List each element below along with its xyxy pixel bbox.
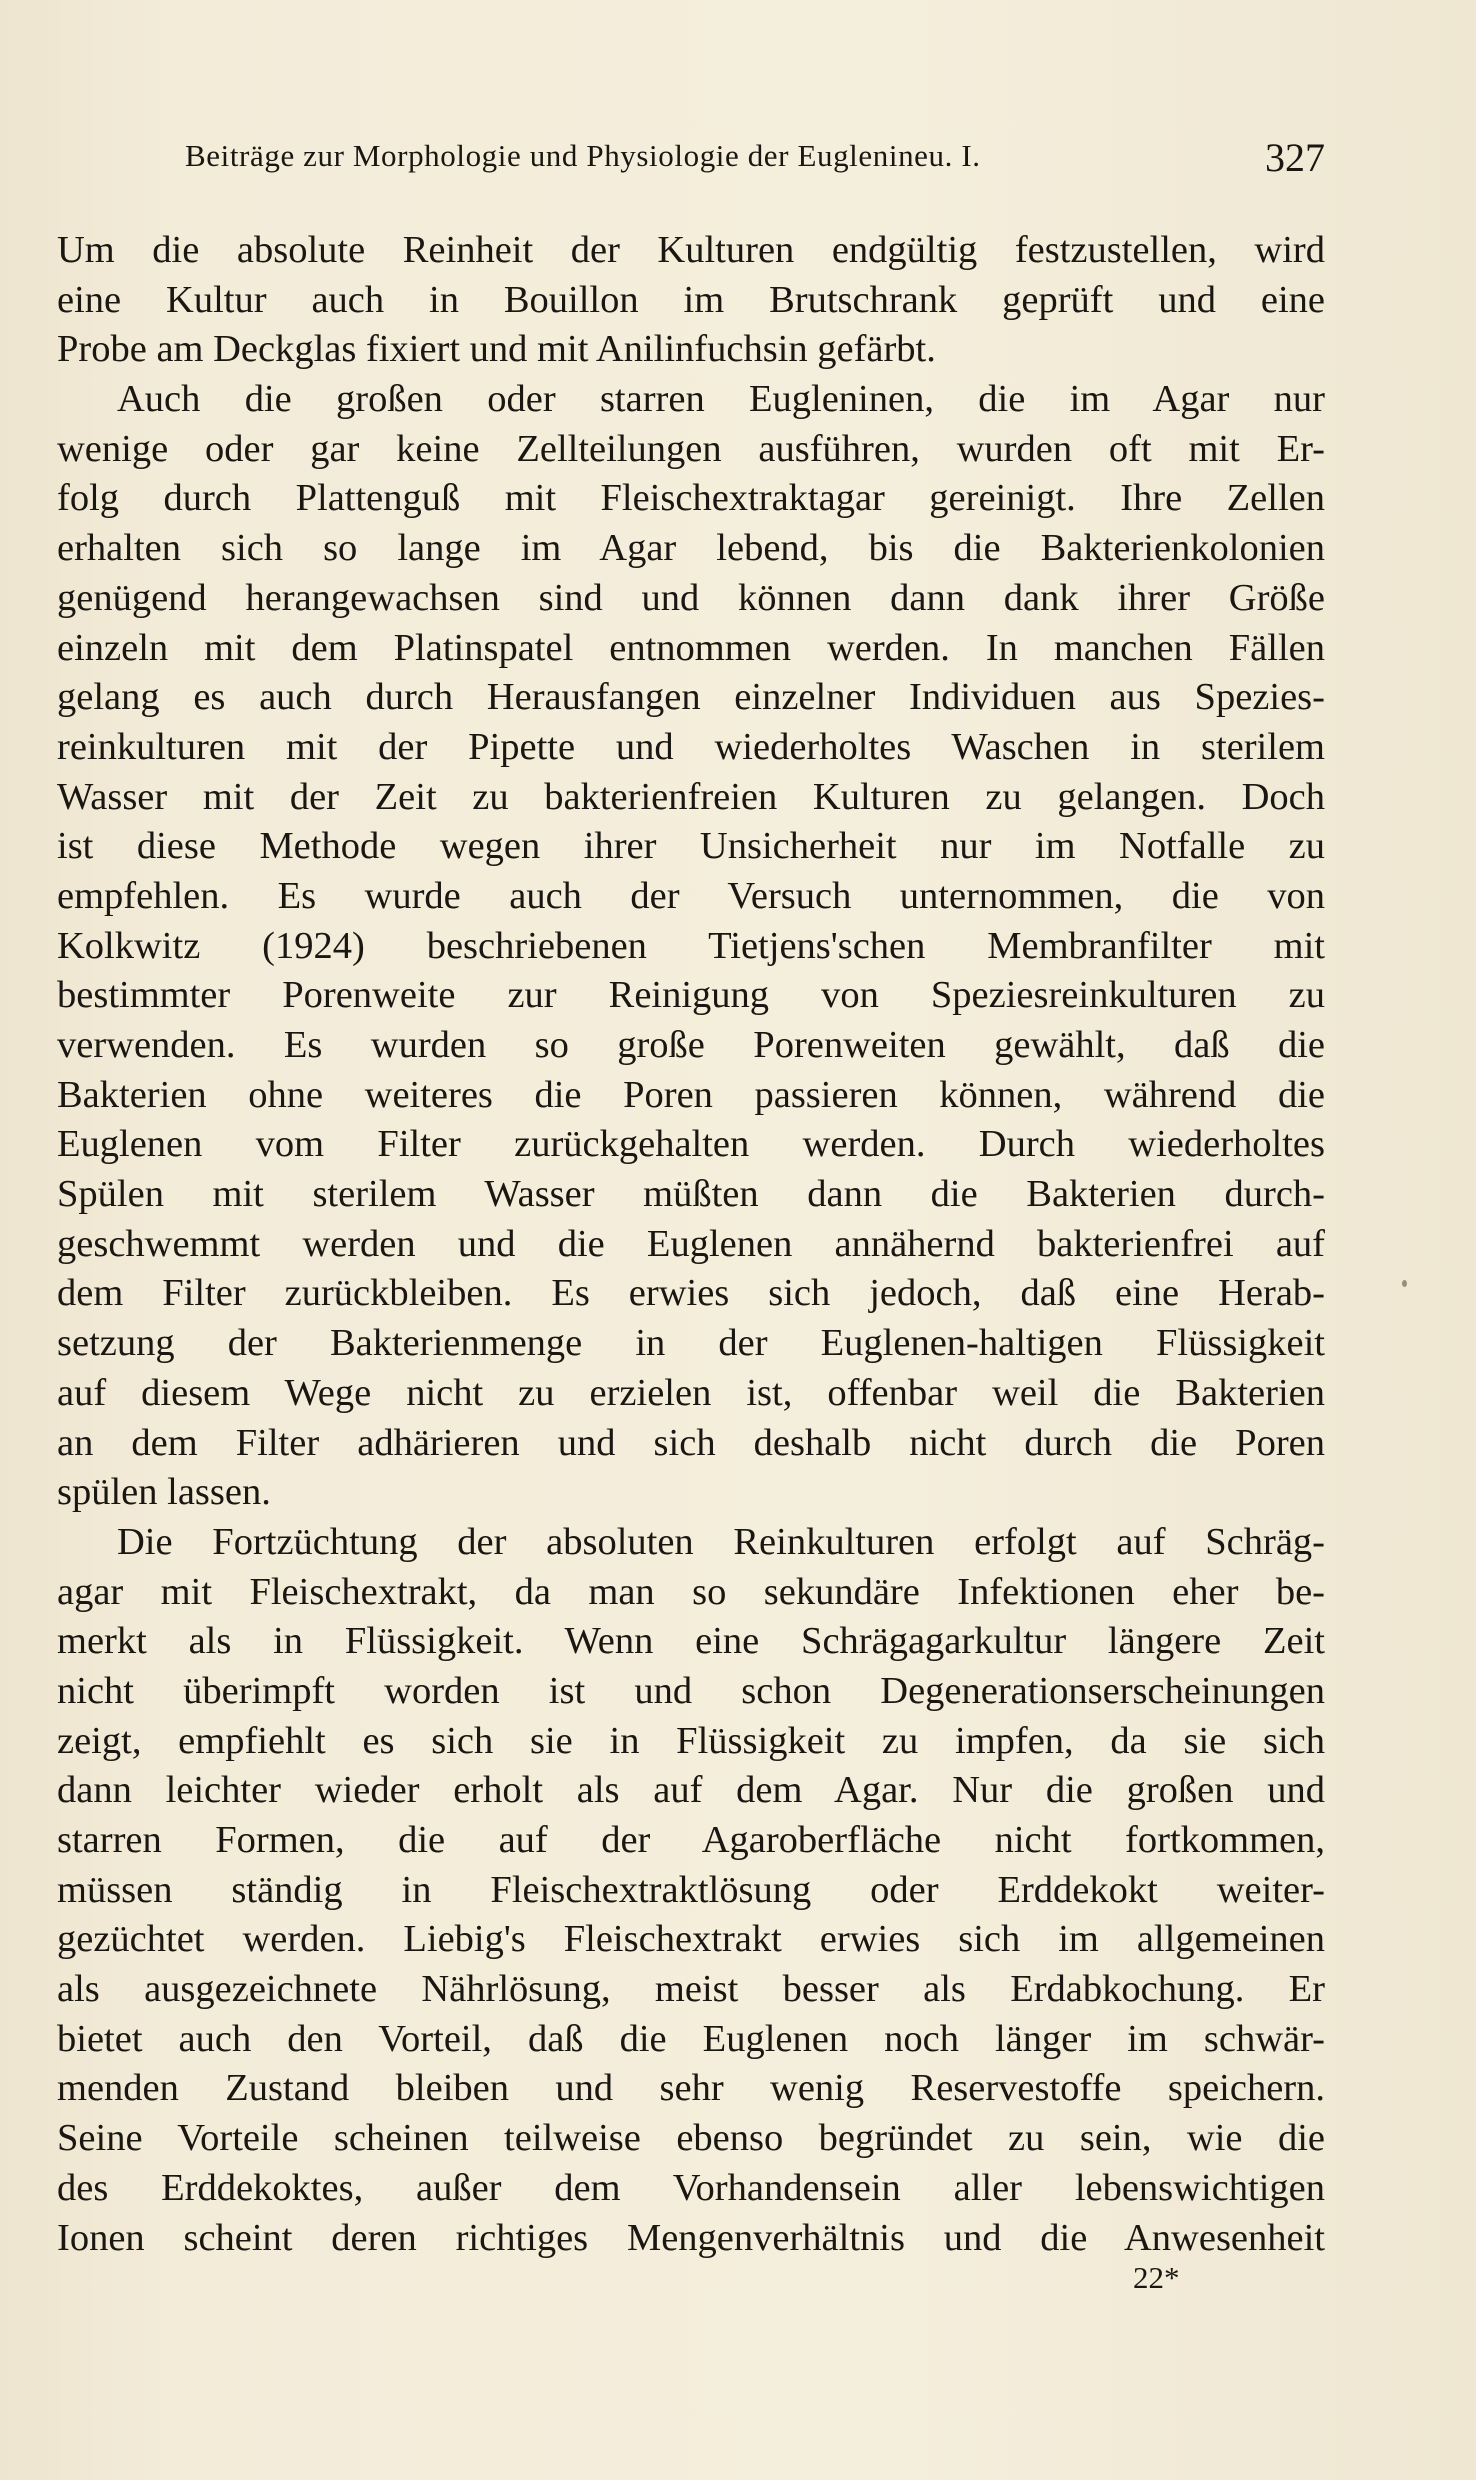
text-line: Auch die großen oder starren Eugleninen, die im Agar nur [117, 378, 1325, 421]
ink-speck [1402, 1280, 1407, 1287]
text-line: ist diese Methode wegen ihrer Unsicherheit nur im Notfalle zu [57, 825, 1325, 868]
text-line: Spülen mit sterilem Wasser müßten dann die Bakterien durch- [57, 1173, 1325, 1216]
text-line: merkt als in Flüssigkeit. Wenn eine Schrägagarkultur längere Zeit [57, 1620, 1325, 1663]
text-line: Um die absolute Reinheit der Kulturen endgültig festzustellen, wird [57, 229, 1325, 271]
text-line: zeigt, empfiehlt es sich sie in Flüssigkeit zu impfen, da sie sich [57, 1719, 1325, 1762]
text-line: Probe am Deckglas fixiert und mit Anilinfuchsin gefärbt. [57, 328, 936, 371]
text-line: reinkulturen mit der Pipette und wiederholtes Waschen in sterilem [57, 725, 1325, 768]
text-line: starren Formen, die auf der Agaroberfläche nicht fortkommen, [57, 1819, 1325, 1861]
text-line: erhalten sich so lange im Agar lebend, bis die Bakterienkolonien [57, 527, 1325, 570]
text-line: empfehlen. Es wurde auch der Versuch unternommen, die von [57, 874, 1325, 917]
text-line: eine Kultur auch in Bouillon im Brutschrank geprüft und eine [57, 278, 1325, 321]
text-line: geschwemmt werden und die Euglenen annähernd bakterienfrei auf [57, 1222, 1325, 1265]
page-header [185, 135, 1325, 188]
text-line: Bakterien ohne weiteres die Poren passieren können, während die [57, 1073, 1325, 1116]
text-line: Die Fortzüchtung der absoluten Reinkulturen erfolgt auf Schräg- [117, 1520, 1325, 1563]
text-line: menden Zustand bleiben und sehr wenig Reservestoffe speichern. [57, 2067, 1325, 2110]
text-line: dann leichter wieder erholt als auf dem Agar. Nur die großen und [57, 1769, 1325, 1812]
text-line: Seine Vorteile scheinen teilweise ebenso begründet zu sein, wie die [57, 2117, 1325, 2160]
text-line: Kolkwitz (1924) beschriebenen Tietjens'schen Membranfilter mit [57, 924, 1325, 967]
text-line: Ionen scheint deren richtiges Mengenverhältnis und die Anwesenheit [57, 2216, 1325, 2259]
page-number: 327 [1265, 135, 1325, 180]
text-line: gezüchtet werden. Liebig's Fleischextrakt erwies sich im allgemeinen [57, 1918, 1325, 1961]
text-line: gelang es auch durch Herausfangen einzelner Individuen aus Spezies- [57, 676, 1325, 719]
text-line: genügend herangewachsen sind und können dann dank ihrer Größe [57, 576, 1325, 619]
body-text [57, 226, 1325, 2263]
text-line: müssen ständig in Fleischextraktlösung oder Erddekokt weiter- [57, 1868, 1325, 1911]
text-line: an dem Filter adhärieren und sich deshalb nicht durch die Poren [57, 1421, 1325, 1464]
text-line: wenige oder gar keine Zellteilungen ausführen, wurden oft mit Er- [57, 427, 1325, 470]
text-line: des Erddekoktes, außer dem Vorhandensein aller lebenswichtigen [57, 2166, 1325, 2209]
text-line: spülen lassen. [57, 1471, 271, 1514]
text-line: bietet auch den Vorteil, daß die Euglenen noch länger im schwär- [57, 2017, 1325, 2060]
text-line: als ausgezeichnete Nährlösung, meist besser als Erdabkochung. Er [57, 1968, 1325, 2011]
running-head: Beiträge zur Morphologie und Physiologie der Euglenineu. I. [185, 138, 981, 173]
text-line: nicht überimpft worden ist und schon Degenerationserscheinungen [57, 1669, 1325, 1712]
text-line: folg durch Plattenguß mit Fleischextraktagar gereinigt. Ihre Zellen [57, 477, 1325, 520]
text-line: verwenden. Es wurden so große Porenweiten gewählt, daß die [57, 1024, 1325, 1066]
text-line: Wasser mit der Zeit zu bakterienfreien Kulturen zu gelangen. Doch [57, 775, 1325, 818]
text-line: dem Filter zurückbleiben. Es erwies sich jedoch, daß eine Herab- [57, 1272, 1325, 1315]
text-line: agar mit Fleischextrakt, da man so sekundäre Infektionen eher be- [57, 1570, 1325, 1613]
text-line: Euglenen vom Filter zurückgehalten werden. Durch wiederholtes [57, 1123, 1325, 1166]
signature-mark: 22* [1133, 2260, 1180, 2295]
text-line: einzeln mit dem Platinspatel entnommen werden. In manchen Fällen [57, 626, 1325, 669]
text-line: setzung der Bakterienmenge in der Euglenen-haltigen Flüssigkeit [57, 1322, 1325, 1365]
text-line: auf diesem Wege nicht zu erzielen ist, offenbar weil die Bakterien [57, 1371, 1325, 1414]
text-line: bestimmter Porenweite zur Reinigung von Speziesreinkulturen zu [57, 974, 1325, 1017]
